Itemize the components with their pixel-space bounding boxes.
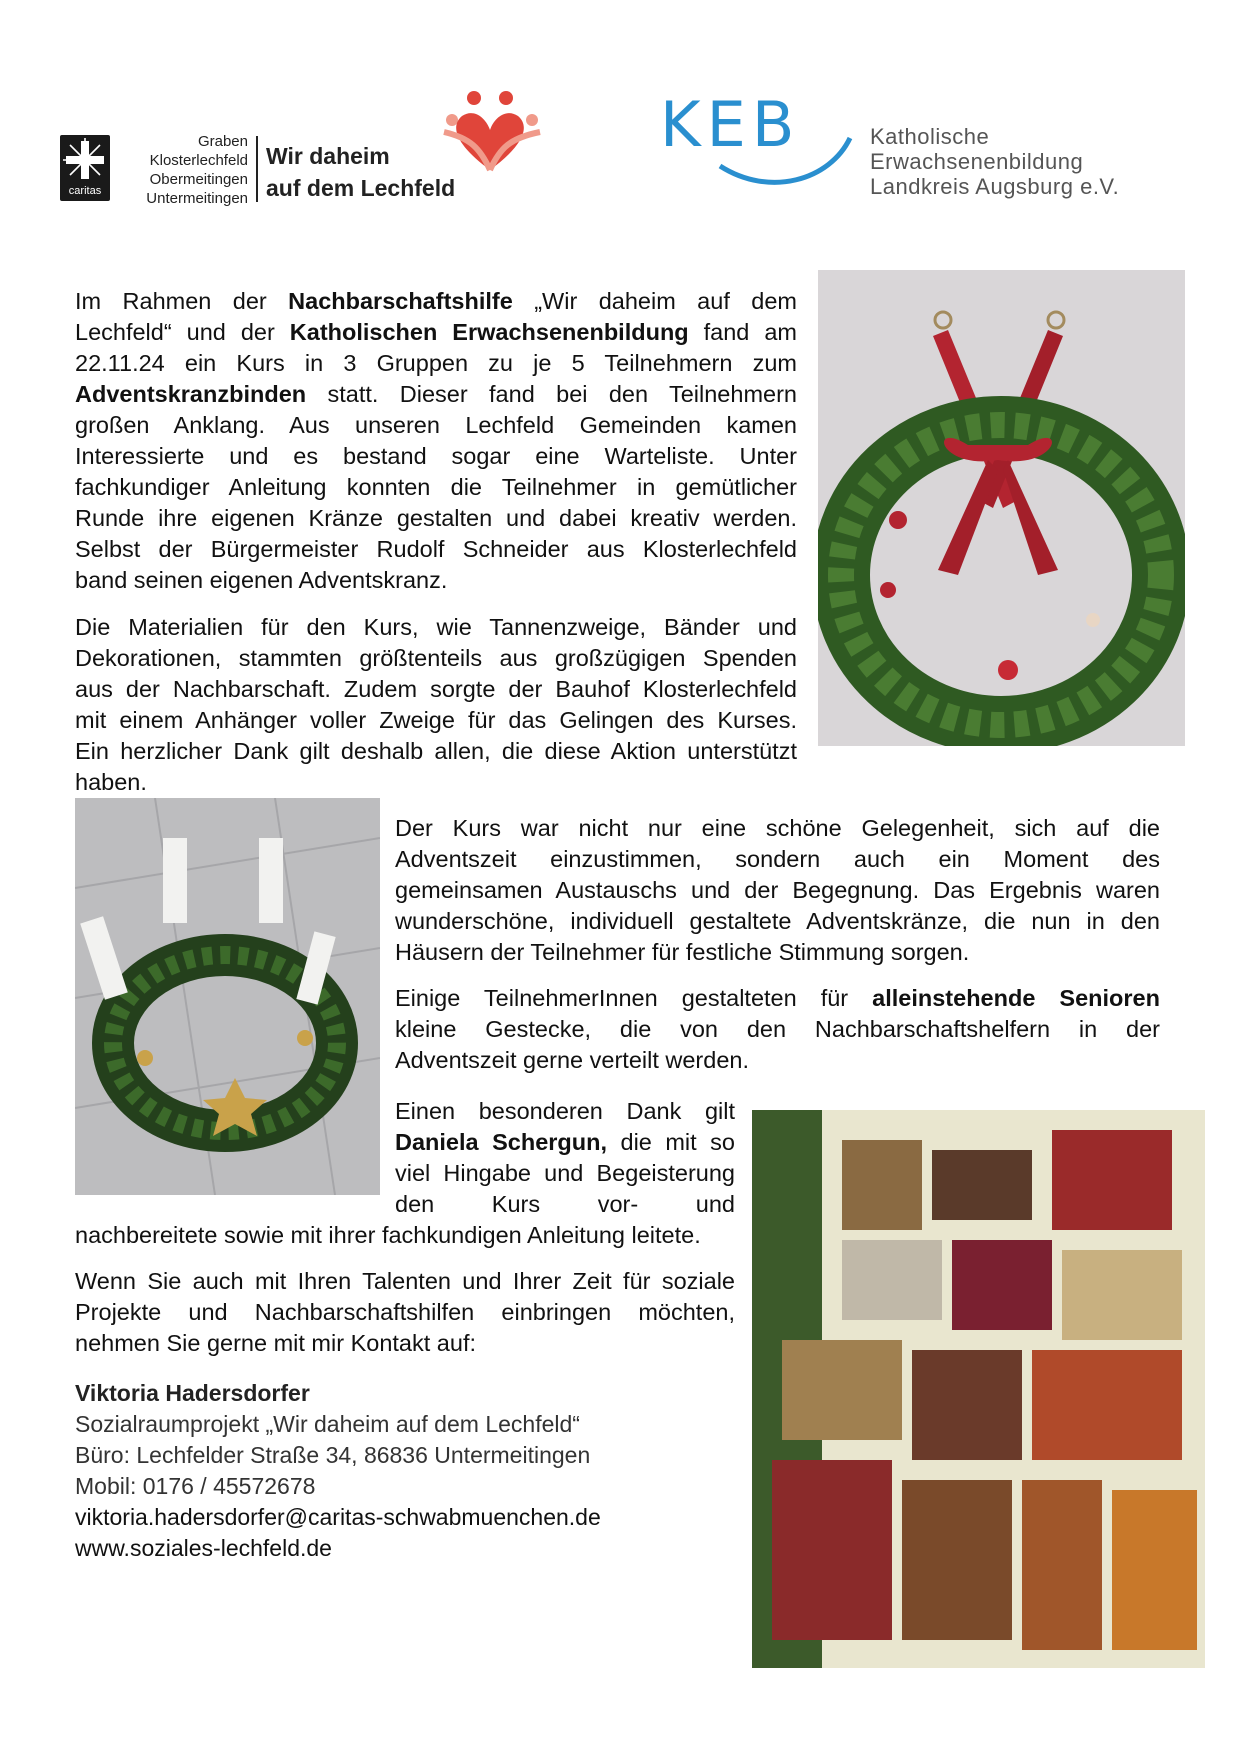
places-list (118, 132, 248, 208)
text-line (395, 875, 1160, 906)
caritas-word: caritas (68, 185, 102, 197)
text-line (75, 565, 797, 596)
text-run: aus der Nachbarschaft. Zudem sorgte der Bauhof Klosterlechfeld (75, 676, 797, 702)
contact-web-link[interactable]: www.soziales-lechfeld.de (75, 1535, 332, 1561)
bold-text: Katholischen Erwachsenenbildung (289, 319, 689, 345)
text-run: Der Kurs war nicht nur eine schöne Gelegenheit, sich auf die (395, 815, 1160, 841)
text-line (75, 612, 797, 643)
text-run: Adventszeit einzustimmen, sondern auch ein Moment des (395, 846, 1160, 872)
contact-email[interactable]: viktoria.hadersdorfer@caritas-schwabmuenchen.de (75, 1504, 601, 1530)
photo-wreath-candles (75, 798, 380, 1195)
paragraph-intro (75, 286, 797, 596)
text-run: großen Anklang. Aus unseren Lechfeld Gemeinden kamen (75, 412, 797, 438)
text-line (75, 736, 797, 767)
text-line (75, 1266, 735, 1297)
text-line (75, 705, 797, 736)
paragraph-thanks-end (75, 1220, 735, 1251)
text-line (395, 1014, 1160, 1045)
text-line (75, 379, 797, 410)
text-line (395, 1189, 735, 1220)
paragraph-thanks (395, 1096, 735, 1220)
text-run: statt. Dieser fand bei den Teilnehmern (306, 381, 797, 407)
text-run: 22.11.24 ein Kurs in 3 Gruppen zu je 5 Teilnehmern zum (75, 350, 797, 376)
header-divider (256, 136, 258, 202)
caritas-cross-icon (60, 135, 110, 185)
text-run: nehmen Sie gerne mit mir Kontakt auf: (75, 1330, 477, 1356)
text-line: nachbereitete sowie mit ihrer fachkundigen Anleitung leitete. (75, 1222, 701, 1248)
text-run: Adventszeit gerne verteilt werden. (395, 1047, 749, 1073)
text-run: Lechfeld“ und der (75, 319, 290, 345)
wir-daheim-line: Wir daheim (266, 143, 390, 169)
paragraph-materials (75, 612, 797, 798)
text-line (75, 286, 797, 317)
bold-text: Nachbarschaftshilfe (288, 288, 513, 314)
text-line (75, 674, 797, 705)
text-run: Selbst der Bürgermeister Rudolf Schneider aus Klosterlechfeld (75, 536, 797, 562)
paragraph-experience (395, 813, 1160, 968)
contact-block (75, 1378, 601, 1564)
contact-name: Viktoria Hadersdorfer (75, 1380, 310, 1406)
text-line (395, 1045, 1160, 1076)
text-line (395, 1158, 735, 1189)
text-line (75, 534, 797, 565)
text-run: Einige TeilnehmerInnen gestalteten für (395, 985, 873, 1011)
contact-project: Sozialraumprojekt „Wir daheim auf dem Lechfeld“ (75, 1411, 580, 1437)
text-line (75, 472, 797, 503)
text-line (75, 1297, 735, 1328)
text-line (395, 813, 1160, 844)
place-name: Graben (197, 133, 248, 150)
place-name: Obermeitingen (149, 171, 248, 188)
text-line (395, 1096, 735, 1127)
text-line (75, 643, 797, 674)
paragraph-invitation (75, 1266, 735, 1359)
people-heart-logo-icon (440, 88, 545, 174)
text-line (75, 317, 797, 348)
place-name: Klosterlechfeld (149, 152, 248, 169)
text-line (395, 1127, 735, 1158)
text-run: wunderschöne, individuell gestaltete Adventskränze, die nun in den (395, 908, 1160, 934)
text-run: Runde ihre eigenen Kränze gestalten und dabei kreativ werden. (75, 505, 797, 531)
text-line (395, 937, 1160, 968)
text-run: Projekte und Nachbarschaftshilfen einbringen möchten, (75, 1299, 735, 1325)
keb-name (870, 124, 1119, 199)
text-run: viel Hingabe und Begeisterung (395, 1160, 735, 1186)
text-run: Interessierte und es bestand sogar eine Warteliste. Unter (75, 443, 797, 469)
photo-craft-materials (752, 1110, 1205, 1668)
text-run: mit einem Anhänger voller Zweige für das Gelingen des Kurses. (75, 707, 797, 733)
text-line (75, 503, 797, 534)
text-run: haben. (75, 769, 147, 795)
text-run: Dekorationen, stammten größtenteils aus großzügigen Spenden (75, 645, 797, 671)
text-run: „Wir daheim auf dem (512, 288, 797, 314)
wir-daheim-title (266, 140, 455, 204)
text-line (75, 410, 797, 441)
text-run: fand am (688, 319, 797, 345)
text-run: Die Materialien für den Kurs, wie Tannenzweige, Bänder und (75, 614, 797, 640)
text-run: Einen besonderen Dank gilt (395, 1098, 735, 1124)
text-run: Wenn Sie auch mit Ihren Talenten und Ihrer Zeit für soziale (75, 1268, 735, 1294)
text-line (75, 441, 797, 472)
text-line (395, 844, 1160, 875)
keb-line: Erwachsenenbildung (870, 149, 1084, 174)
text-run: gemeinsamen Austauschs und der Begegnung. Das Ergebnis waren (395, 877, 1160, 903)
text-run: die mit so (607, 1129, 735, 1155)
text-line (395, 983, 1160, 1014)
paragraph-seniors (395, 983, 1160, 1076)
text-run: Im Rahmen der (75, 288, 289, 314)
contact-office: Büro: Lechfelder Straße 34, 86836 Untermeitingen (75, 1442, 591, 1468)
photo-wreath-ribbon (818, 270, 1185, 746)
text-line (75, 1328, 735, 1359)
keb-logo-text: KEB (660, 88, 801, 161)
bold-text: Daniela Schergun, (395, 1129, 607, 1155)
caritas-logo (60, 135, 110, 201)
text-line (395, 906, 1160, 937)
keb-line: Landkreis Augsburg e.V. (870, 174, 1120, 199)
text-run: band seinen eigenen Adventskranz. (75, 567, 448, 593)
wir-daheim-line: auf dem Lechfeld (266, 175, 456, 201)
keb-line: Katholische (870, 124, 990, 149)
keb-logo-icon (660, 88, 870, 188)
place-name: Untermeitingen (146, 190, 248, 207)
text-run: den Kurs vor- und (395, 1191, 735, 1217)
text-run: fachkundiger Anleitung konnten die Teilnehmer in gemütlicher (75, 474, 797, 500)
contact-mobile: Mobil: 0176 / 45572678 (75, 1473, 316, 1499)
bold-text: Adventskranzbinden (75, 381, 307, 407)
text-line (75, 767, 797, 798)
text-run: kleine Gestecke, die von den Nachbarschaftshelfern in der (395, 1016, 1160, 1042)
text-line (75, 348, 797, 379)
bold-text: alleinstehende Senioren (872, 985, 1160, 1011)
text-run: Ein herzlicher Dank gilt deshalb allen, die diese Aktion unterstützt (75, 738, 797, 764)
text-run: Häusern der Teilnehmer für festliche Stimmung sorgen. (395, 939, 970, 965)
